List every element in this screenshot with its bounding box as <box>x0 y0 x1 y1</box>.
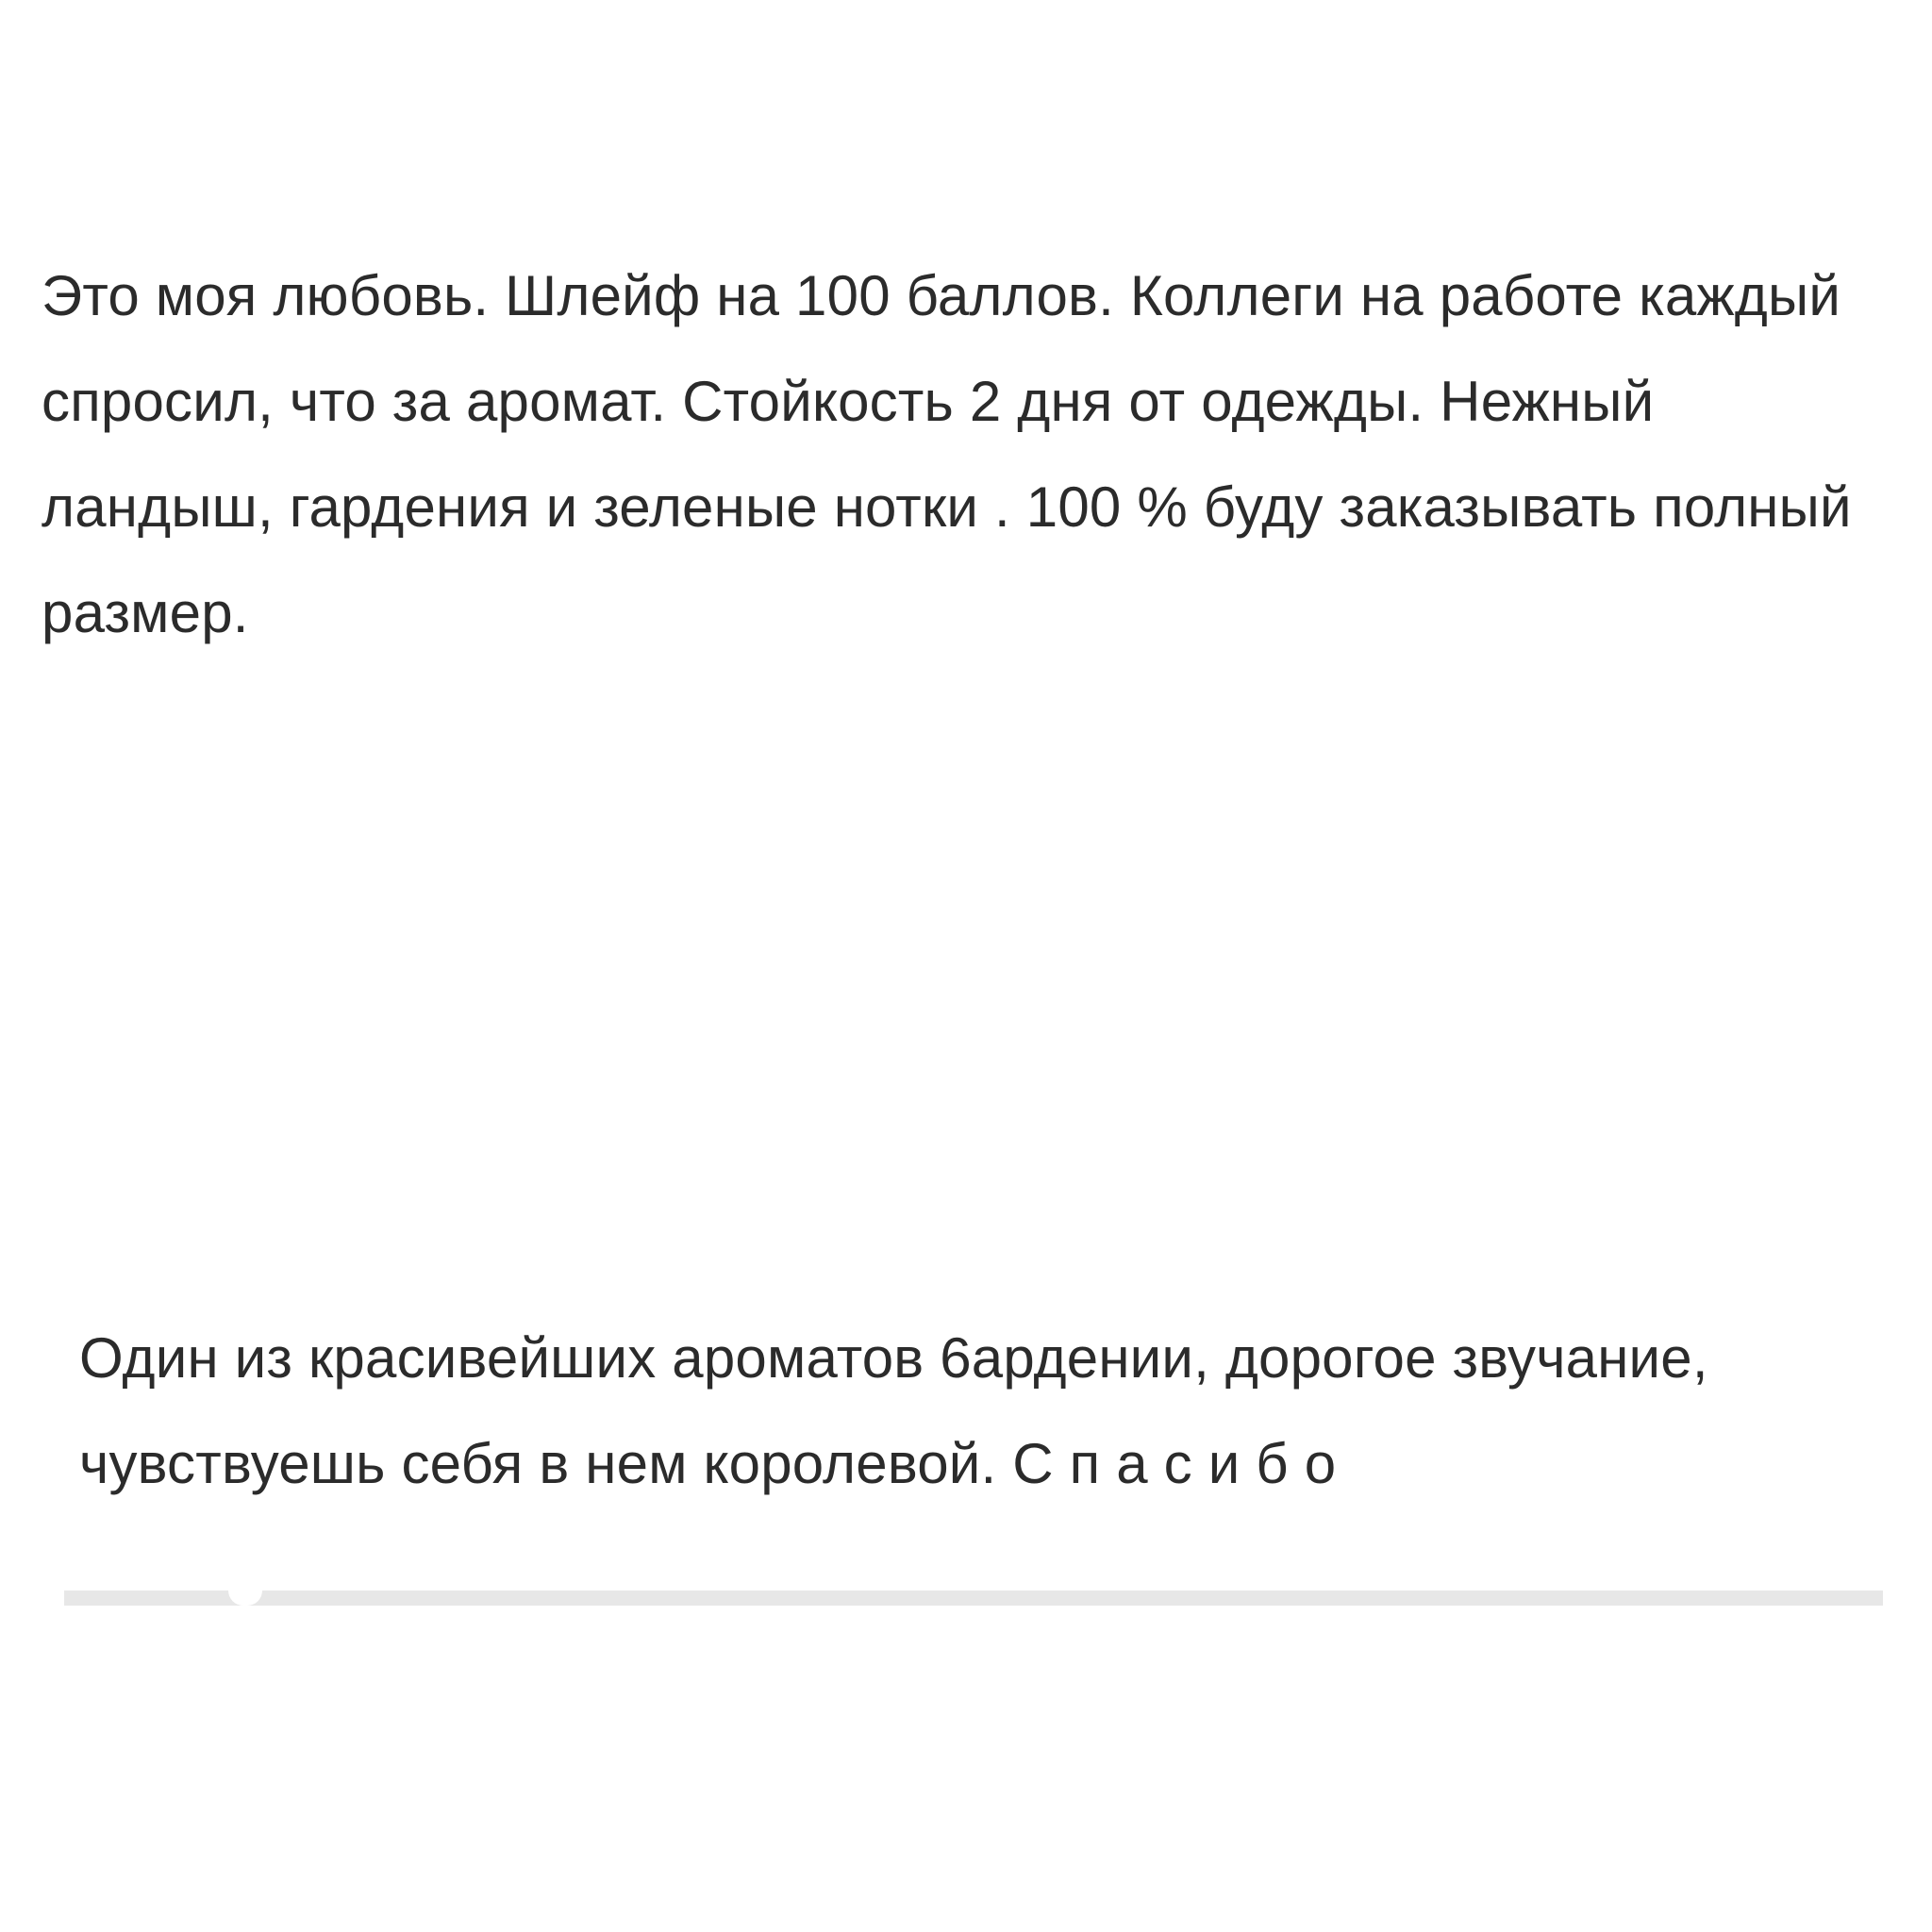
review-text: Это моя любовь. Шлейф на 100 баллов. Коллеги на работе каждый спросил, что за аромат. Стойкость 2 дня от одежды. Нежный ландыш, гардения и зеленые нотки . 100 % буду заказывать полный размер. <box>42 264 1852 644</box>
review-divider <box>64 1591 1883 1606</box>
review-text: Один из красивейших ароматов 6ардении, дорогое звучание, чувствуешь себя в нем королевой. С п а с и б о <box>79 1326 1708 1495</box>
